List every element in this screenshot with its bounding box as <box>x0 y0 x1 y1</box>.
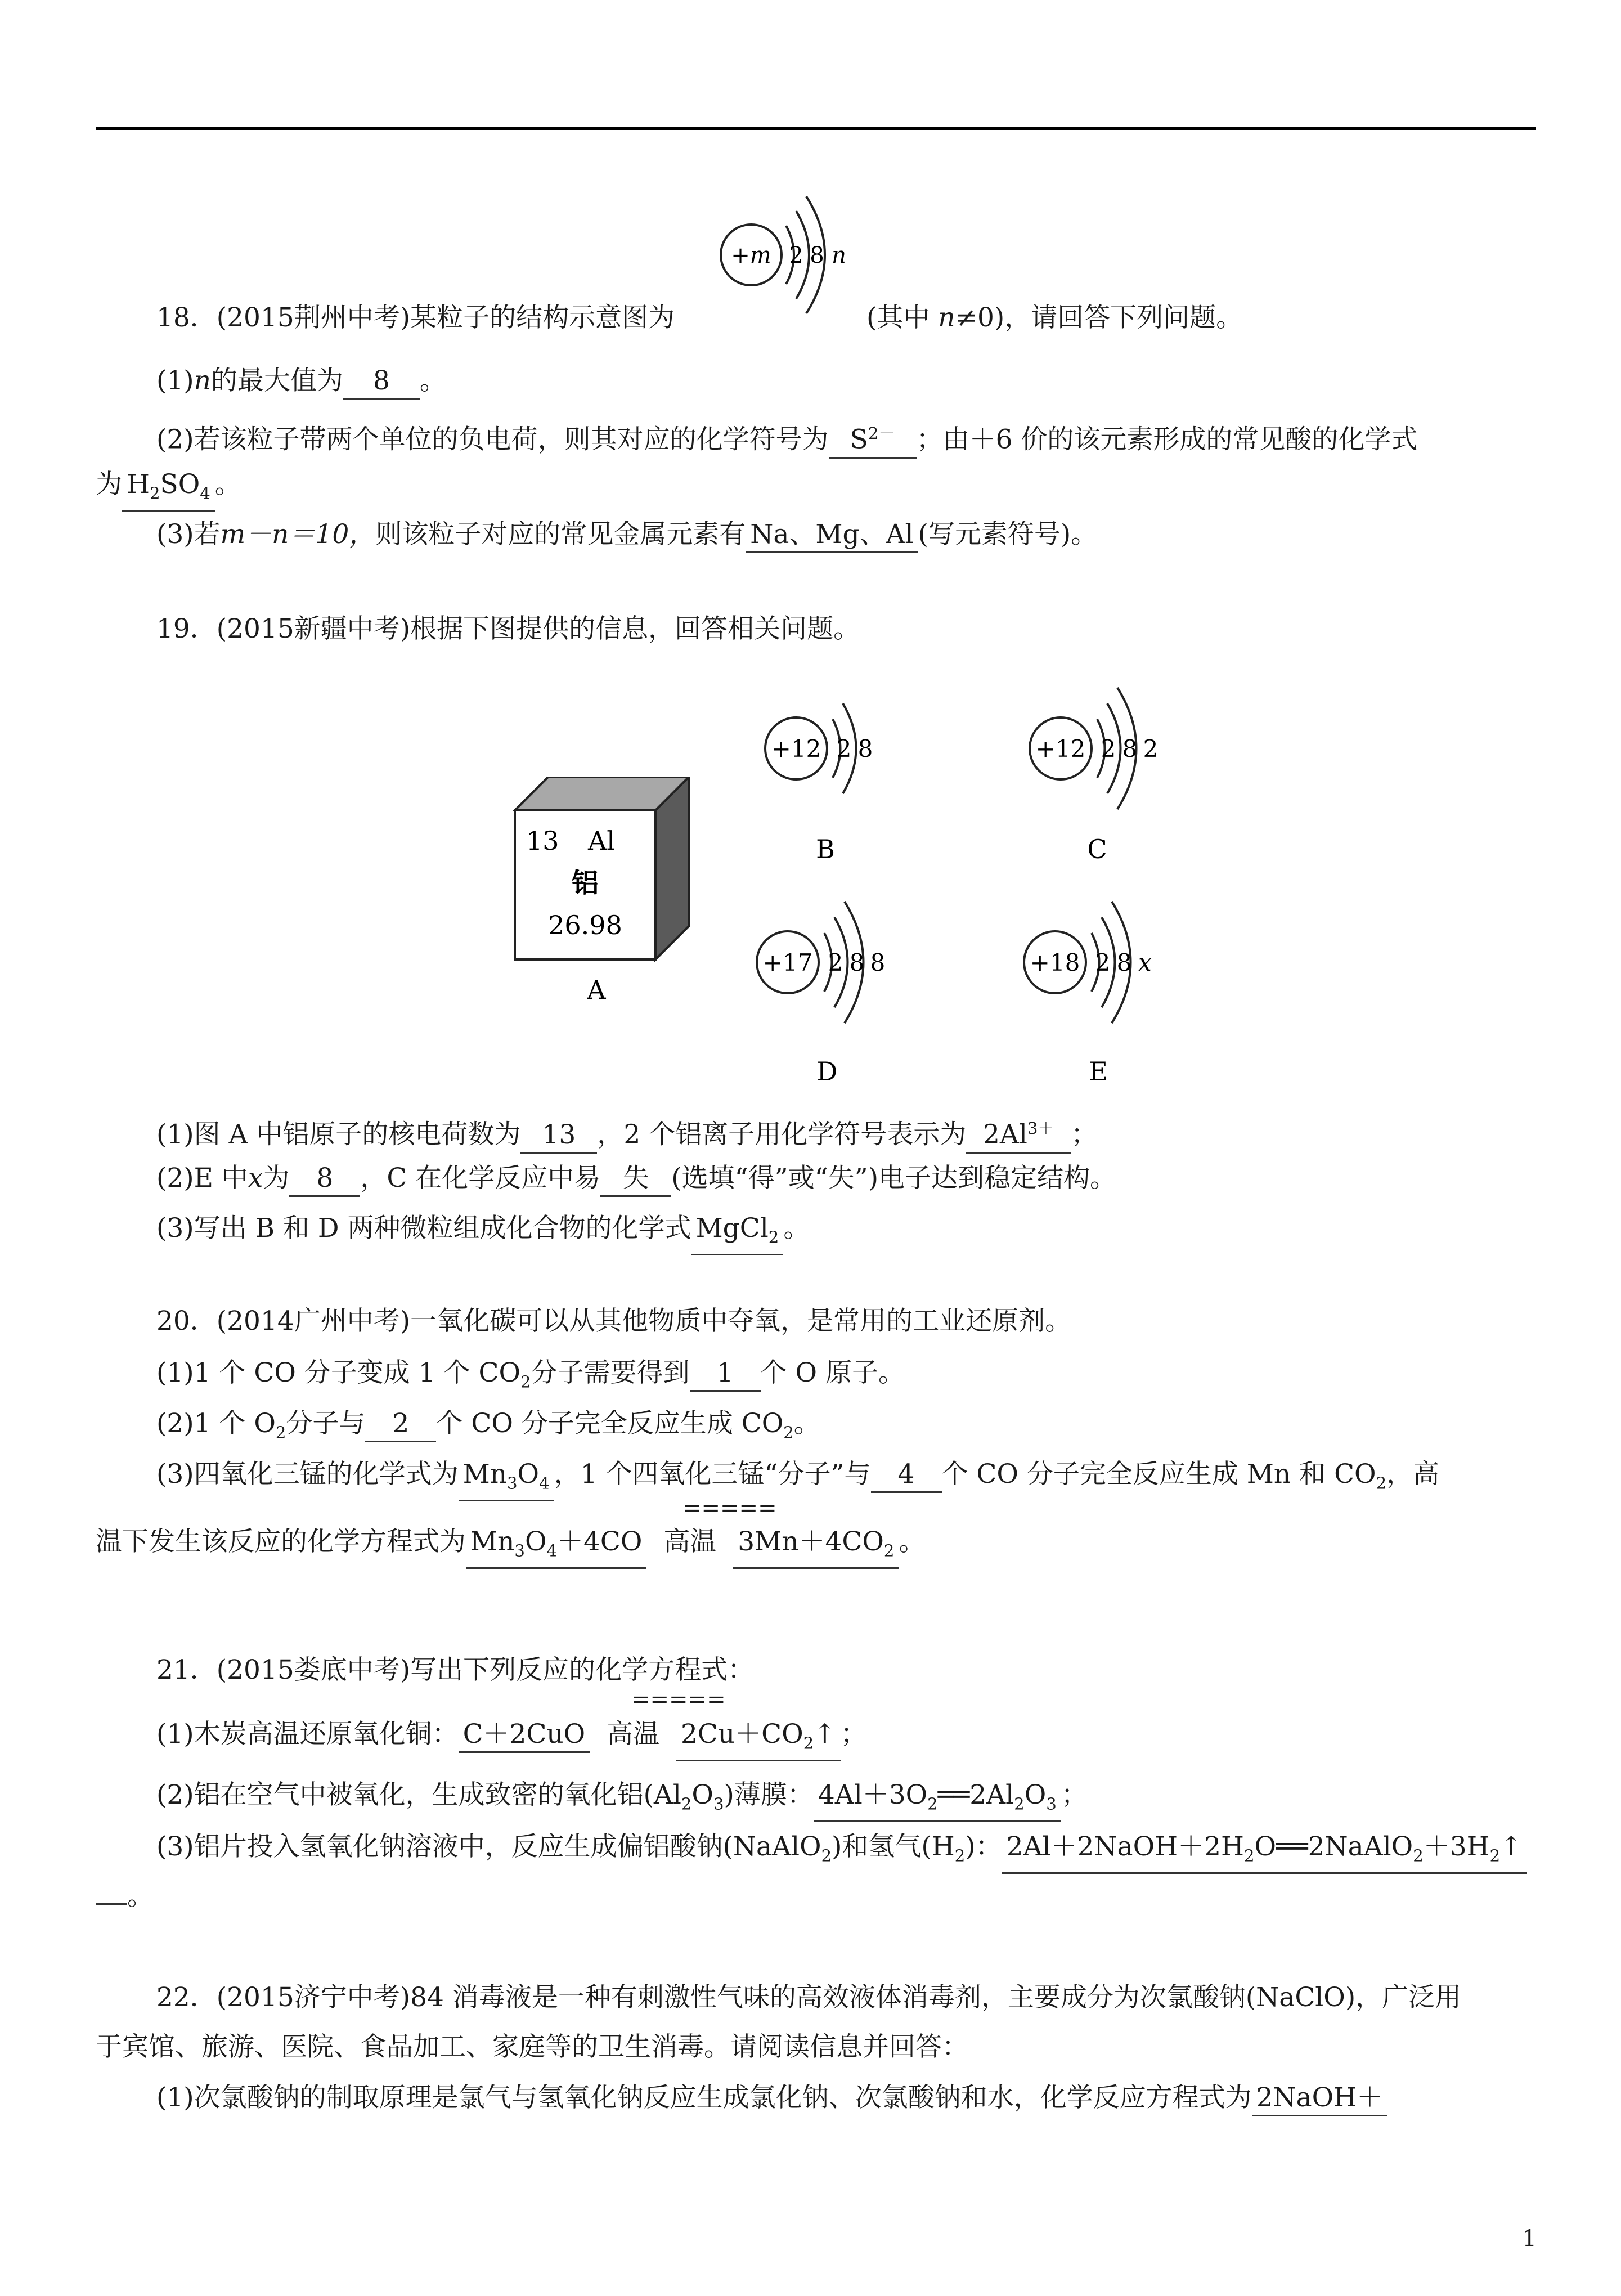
q21-answer-4-tail <box>96 1903 127 1905</box>
header-rule <box>96 127 1536 130</box>
element-symbol: Al <box>588 826 615 856</box>
q21-part1: (1)木炭高温还原氧化铜： C＋2CuO 高温 $2Cu+CO_2↑$ ； <box>156 1717 867 1761</box>
q18-answer-1: 8 <box>343 364 420 400</box>
label-D: D <box>816 1056 838 1087</box>
q21-part3-cont: 。 <box>96 1880 154 1913</box>
q22-title-cont: 于宾馆、旅游、医院、食品加工、家庭等的卫生消毒。请阅读信息并回答： <box>96 2032 968 2062</box>
q18-shell-1: 2 <box>789 243 803 268</box>
element-name: 铝 <box>571 867 599 899</box>
q18-answer-3: $H_2SO_4$ <box>122 468 215 512</box>
q18-nucleus-label: +m <box>731 243 771 268</box>
q19-answer-1: 13 <box>520 1118 597 1154</box>
q21-part3: (3)铝片投入氢氧化钠溶液中，反应生成偏铝酸钠(NaAlO$_2$)和氢气$(H_2)$： $2Al+2NaOH+2H_2O══2NaAlO_2+3H_2↑$ <box>156 1830 1527 1874</box>
svg-text:+12: +12 <box>771 735 821 763</box>
svg-text:+18: +18 <box>1030 949 1080 976</box>
q20-title: 20．(2014广州中考)一氧化碳可以从其他物质中夺氧，是常用的工业还原剂。 <box>156 1306 1072 1337</box>
svg-text:2: 2 <box>1095 949 1111 976</box>
svg-text:+17: +17 <box>762 949 813 976</box>
svg-text:8: 8 <box>857 735 873 763</box>
page-number: 1 <box>1522 2226 1537 2252</box>
label-E: E <box>1089 1056 1108 1087</box>
q19-atom-B <box>757 670 937 872</box>
q21-equation-sign: ===== <box>631 1687 726 1712</box>
svg-text:x: x <box>1138 949 1152 976</box>
label-B: B <box>816 834 835 864</box>
q21-answer-1: C＋2CuO <box>459 1717 590 1753</box>
q20-answer-6: $3Mn+4CO_2$ <box>733 1525 899 1569</box>
q20-part2: (2)1 个 $O_2$分子与 2 个 CO 分子完全反应生成 $CO_2$。 <box>156 1408 820 1442</box>
q21-answer-4: $2Al+2NaOH+2H_2O══2NaAlO_2+3H_2↑$ <box>1002 1830 1527 1874</box>
q18-title: 18．(2015荆州中考)某粒子的结构示意图为 <box>156 302 675 333</box>
q20-part3: (3)四氧化三锰的化学式为 $Mn_3O_4$ ，1 个四氧化三锰“分子”与 4 个 CO 分子完全反应生成 Mn 和 $CO_2$，高 <box>156 1458 1439 1501</box>
q20-answer-1: 1 <box>690 1356 761 1392</box>
q18-part2-cont: 为 $H_2SO_4$ 。 <box>96 468 241 512</box>
q22-part1: (1)次氯酸钠的制取原理是氯气与氢氧化钠反应生成氯化钠、次氯酸钠和水，化学反应方程式为 2NaOH＋ <box>156 2081 1387 2116</box>
q18-answer-4: Na、Mg、Al <box>746 518 918 553</box>
q19-atom-D <box>748 878 934 1092</box>
svg-text:2: 2 <box>828 949 843 976</box>
q19-answer-2: $2Al^{3+}$ <box>966 1111 1071 1154</box>
q19-atom-E <box>1016 878 1201 1092</box>
q20-equation-sign: ===== <box>682 1495 777 1521</box>
q19-answer-3: 8 <box>289 1162 360 1197</box>
q19-part3: (3)写出 B 和 D 两种微粒组成化合物的化学式 MgCl$_2$ 。 <box>156 1212 810 1255</box>
q19-element-card-A <box>504 777 695 1013</box>
q22-answer-1: 2NaOH＋ <box>1252 2081 1388 2116</box>
q19-part1: (1)图 A 中铝原子的核电荷数为 13 ，2 个铝离子用化学符号表示为 $2Al^{3+}$ ； <box>156 1111 1097 1154</box>
q20-condition: 高温 <box>663 1526 717 1557</box>
svg-text:8: 8 <box>1122 735 1138 763</box>
svg-text:8: 8 <box>870 949 886 976</box>
q18-part1: (1)n的最大值为 8 。 <box>156 364 446 400</box>
q18-title-suffix: (其中 n≠0)，请回答下列问题。 <box>866 302 1243 333</box>
q21-answer-3: $4Al+3O_2══2Al_2O_3$ <box>814 1778 1061 1822</box>
svg-text:8: 8 <box>849 949 865 976</box>
label-C: C <box>1087 834 1107 864</box>
q18-shell-3: n <box>832 243 846 268</box>
q20-answer-5: $Mn_3O_4+4CO$ <box>466 1525 646 1569</box>
q18-atom-diagram <box>706 172 875 335</box>
svg-text:2: 2 <box>1143 735 1159 763</box>
label-A: A <box>587 975 606 1005</box>
q20-answer-3: $Mn_3O_4$ <box>459 1458 554 1501</box>
q18-part3: (3)若m－n＝10，则该粒子对应的常见金属元素有 Na、Mg、Al (写元素符号)。 <box>156 518 1097 553</box>
element-mass: 26.98 <box>548 910 622 940</box>
q19-answer-4: 失 <box>600 1162 671 1197</box>
svg-text:8: 8 <box>1116 949 1132 976</box>
element-number: 13 <box>526 826 559 856</box>
q20-part3-cont: 温下发生该反应的化学方程式为 $Mn_3O_4+4CO$ 高温 $3Mn+4CO_2$ 。 <box>96 1525 925 1569</box>
q21-part2: (2)铝在空气中被氧化，生成致密的氧化铝$(Al_2O_3)$薄膜： $4Al+3O_2══2Al_2O_3$ ； <box>156 1778 1088 1822</box>
q20-answer-4: 4 <box>871 1458 942 1493</box>
q20-answer-2: 2 <box>365 1407 436 1442</box>
q21-condition: 高温 <box>607 1719 660 1750</box>
q21-title: 21．(2015娄底中考)写出下列反应的化学方程式： <box>156 1654 755 1685</box>
q19-title: 19．(2015新疆中考)根据下图提供的信息，回答相关问题。 <box>156 613 860 644</box>
q20-part1: (1)1 个 CO 分子变成 1 个 $CO_2$分子需要得到 1 个 O 原子。 <box>156 1357 905 1392</box>
q18-part2: (2)若该粒子带两个单位的负电荷，则其对应的化学符号为 $S^{2-}$ ；由＋6 价的该元素形成的常见酸的化学式 <box>156 416 1417 459</box>
q21-answer-2: $2Cu+CO_2↑$ <box>676 1717 841 1761</box>
svg-text:2: 2 <box>836 735 852 763</box>
q22-title: 22．(2015济宁中考)84 消毒液是一种有刺激性气味的高效液体消毒剂，主要成分为次氯酸钠(NaClO)，广泛用 <box>156 1982 1462 2013</box>
q19-answer-5: MgCl$_2$ <box>691 1212 784 1255</box>
q18-answer-2: $S^{2-}$ <box>829 416 917 459</box>
q19-atom-C <box>1021 670 1207 872</box>
svg-text:2: 2 <box>1101 735 1116 763</box>
q18-shell-2: 8 <box>810 243 824 268</box>
q19-part2: (2)E 中x为 8 ，C 在化学反应中易 失 (选填“得”或“失”)电子达到稳定结构。 <box>156 1162 1116 1197</box>
svg-text:+12: +12 <box>1035 735 1086 763</box>
